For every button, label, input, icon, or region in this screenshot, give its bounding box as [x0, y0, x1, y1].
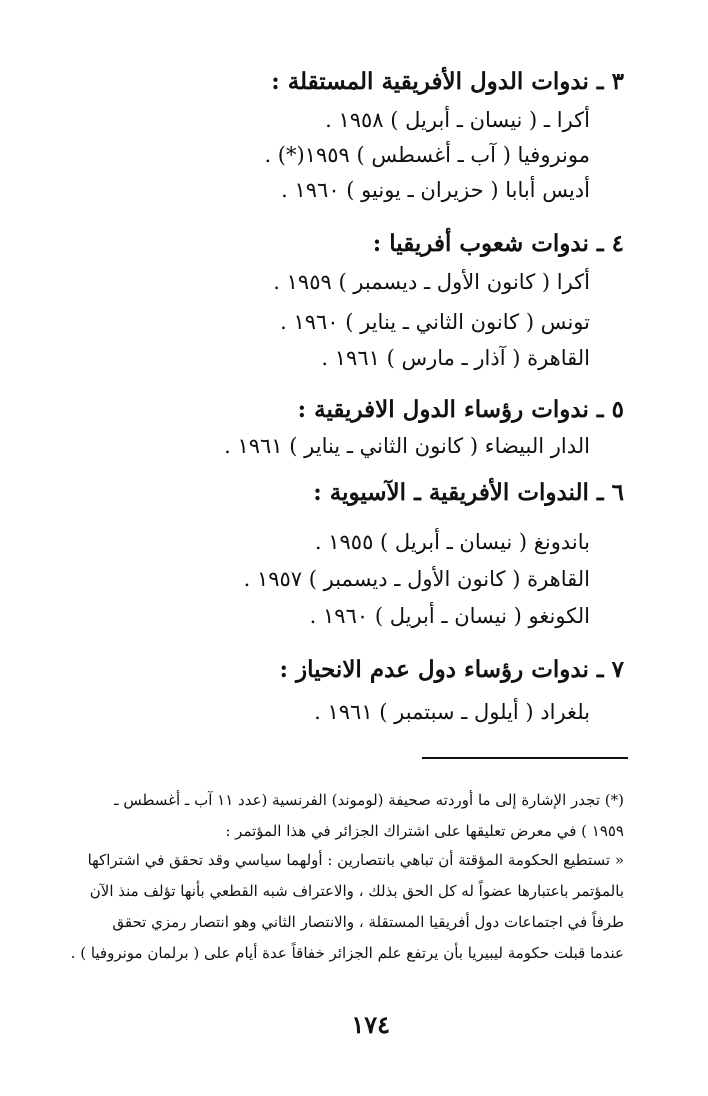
list-item: بلغراد ( أيلول ـ سبتمبر ) ١٩٦١ . — [314, 700, 590, 724]
section-heading: ٦ ـ الندوات الأفريقية ـ الآسيوية : — [313, 479, 624, 506]
footnote-divider — [422, 757, 628, 759]
list-item: أكرا ( كانون الأول ـ ديسمبر ) ١٩٥٩ . — [273, 270, 590, 294]
section-heading: ٤ ـ ندوات شعوب أفريقيا : — [372, 230, 624, 257]
list-item: أكرا ـ ( نيسان ـ أبريل ) ١٩٥٨ . — [325, 108, 590, 132]
footnote-line: طرفاً في اجتماعات دول أفريقيا المستقلة ، والانتصار الثاني وهو انتصار رمزي تحقق — [112, 913, 624, 931]
footnote-line: (*) تجدر الإشارة إلى ما أوردته صحيفة (لوموند) الفرنسية (عدد ١١ آب ـ أغسطس ـ — [114, 791, 624, 809]
section-heading: ٣ ـ ندوات الدول الأفريقية المستقلة : — [271, 68, 624, 95]
list-item: أديس أبابا ( حزيران ـ يونيو ) ١٩٦٠ . — [281, 178, 590, 202]
list-item: القاهرة ( آذار ـ مارس ) ١٩٦١ . — [321, 346, 590, 370]
list-item: مونروفيا ( آب ـ أغسطس ) ١٩٥٩(*) . — [264, 143, 590, 167]
list-item: الكونغو ( نيسان ـ أبريل ) ١٩٦٠ . — [309, 604, 590, 628]
list-item: القاهرة ( كانون الأول ـ ديسمبر ) ١٩٥٧ . — [243, 567, 590, 591]
footnote-line: بالمؤتمر باعتبارها عضواً له كل الحق بذلك ، والاعتراف شبه القطعي بأنها تؤلف منذ الآن — [89, 882, 624, 900]
list-item: تونس ( كانون الثاني ـ يناير ) ١٩٦٠ . — [280, 310, 590, 334]
section-heading: ٥ ـ ندوات رؤساء الدول الافريقية : — [297, 396, 624, 423]
section-heading: ٧ ـ ندوات رؤساء دول عدم الانحياز : — [279, 656, 624, 683]
page-number: ١٧٤ — [351, 1010, 390, 1039]
list-item: الدار البيضاء ( كانون الثاني ـ يناير ) ١٩٦١ . — [224, 434, 590, 458]
footnote-line: ١٩٥٩ ) في معرض تعليقها على اشتراك الجزائر في هذا المؤتمر : — [225, 822, 624, 840]
footnote-line: « تستطيع الحكومة المؤقتة أن تباهي بانتصارين : أولهما سياسي وقد تحقق في اشتراكها — [87, 851, 624, 869]
footnote-line: عندما قبلت حكومة ليبيريا بأن يرتفع علم الجزائر خفاقاً عدة أيام على ( برلمان مونروفيا ) . — [70, 944, 624, 962]
list-item: باندونغ ( نيسان ـ أبريل ) ١٩٥٥ . — [314, 530, 590, 554]
